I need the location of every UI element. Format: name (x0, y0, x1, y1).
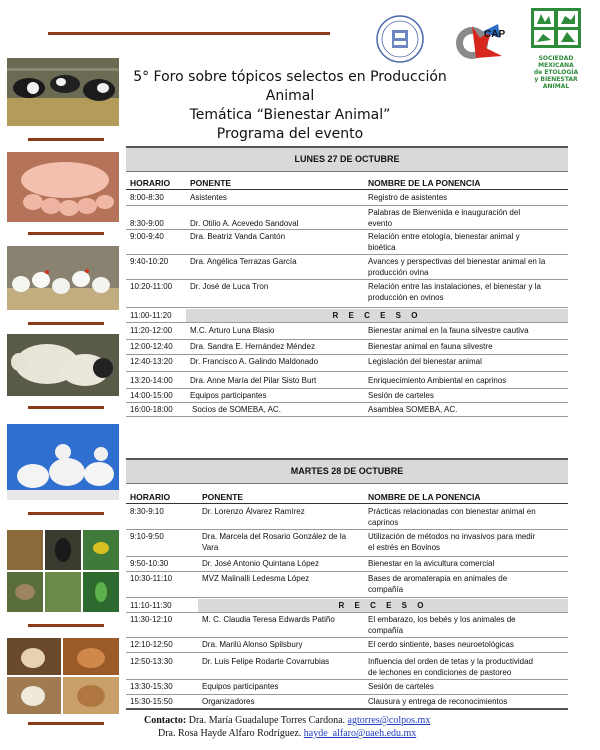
row-talk: producción ovina (368, 268, 429, 277)
row-speaker: Dr. Francisco A. Galindo Maldonado (190, 357, 319, 366)
row-talk: Bienestar animal en la fauna silvestre cautiva (368, 326, 529, 335)
contact-email-1[interactable]: agtorres@colpos.mx (347, 715, 431, 726)
column-header-time: HORARIO (130, 178, 171, 188)
table-row (126, 531, 568, 557)
someba-text-line: ANIMAL (542, 83, 570, 90)
row-time: 9:10-9:50 (130, 532, 164, 541)
row-speaker: Dr. José Antonio Quintana López (202, 559, 319, 568)
goats-photo (7, 424, 119, 500)
row-talk: Prácticas relacionadas con bienestar animal en (368, 507, 536, 516)
left-divider-bar (28, 232, 104, 235)
contact-label: Contacto (144, 715, 183, 726)
contact-name-1: Dra. María Guadalupe Torres Cardona. (188, 715, 346, 726)
event-title (120, 68, 460, 144)
row-time: 8:30-9:00 (130, 219, 164, 228)
title-line-2: Temática “Bienestar Animal” (189, 107, 391, 123)
title-line-3: Programa del evento (216, 126, 364, 142)
chickens-photo (7, 246, 119, 310)
table-row (126, 256, 568, 280)
row-talk: Utilización de métodos no invasivos para medir (368, 532, 536, 541)
row-speaker: Vara (202, 543, 219, 552)
row-talk: Bienestar animal en fauna silvestre (368, 342, 493, 351)
row-talk: Clausura y entrega de reconocimientos (368, 697, 508, 706)
row-speaker: Dra. Marcela del Rosario González de la (202, 532, 347, 541)
someba-text-line: SOCIEDAD (538, 55, 574, 62)
row-speaker: M. C. Claudia Teresa Edwards Patiño (202, 615, 335, 624)
left-divider-bar (28, 722, 104, 725)
sheep-photo (7, 334, 119, 396)
university-seal-logo (372, 14, 428, 64)
row-talk: compañía (368, 626, 404, 635)
row-talk: caprinos (368, 518, 399, 527)
someba-text-line: de ETOLOGÍA (533, 69, 579, 76)
row-speaker: M.C. Arturo Luna Blasio (190, 326, 275, 335)
someba-logo (528, 8, 584, 96)
table-row (126, 506, 568, 530)
row-speaker: Dra. Sandra E. Hernández Méndez (190, 342, 315, 351)
row-talk: producción en ovinos (368, 293, 444, 302)
row-speaker: Dr. José de Luca Tron (190, 282, 269, 291)
day2-header: MARTES 28 DE OCTUBRE (126, 458, 568, 484)
cap-logo-text: CAP (484, 29, 506, 40)
title-line-1: 5° Foro sobre tópicos selectos en Producción Animal (133, 69, 447, 104)
row-talk: bioética (368, 243, 396, 252)
row-talk: el estrés en Bovinos (368, 543, 441, 552)
row-time: 11:20-12:00 (130, 326, 173, 335)
contact-colon: : (182, 715, 189, 726)
row-talk: El embarazo, los bebés y los animales de (368, 615, 516, 624)
row-time: 8:30-9:10 (130, 507, 164, 516)
someba-text-line: MEXICANA (538, 62, 574, 69)
cows-photo (7, 58, 119, 126)
row-speaker: Dra. Angélica Terrazas García (190, 257, 297, 266)
row-talk: Relación entre etología, bienestar animal y (368, 232, 520, 241)
row-time: 13:20-14:00 (130, 376, 173, 385)
row-time: 11:30-12:10 (130, 615, 173, 624)
row-time: 11:10-11:30 (130, 601, 172, 610)
column-header-talk: NOMBRE DE LA PONENCIA (368, 492, 481, 502)
row-talk: Palabras de Bienvenida e inauguración del (368, 208, 521, 217)
row-speaker: MVZ Malinalli Ledesma López (202, 574, 310, 583)
row-talk: Registro de asistentes (368, 193, 448, 202)
break-row (126, 309, 568, 323)
column-header-row (126, 176, 568, 190)
row-time: 16:00-18:00 (130, 405, 173, 414)
row-time: 12:00-12:40 (130, 342, 173, 351)
row-time: 9:40-10:20 (130, 257, 169, 266)
left-divider-bar (28, 322, 104, 325)
row-time: 12:50-13:30 (130, 657, 173, 666)
row-talk: Sesión de carteles (368, 682, 434, 691)
someba-text-line: y BIENESTAR (534, 76, 578, 83)
row-talk: Bases de aromaterapia en animales de (368, 574, 508, 583)
table-row (126, 390, 568, 403)
break-label: R E C E S O (198, 599, 568, 612)
cap-logo (452, 18, 506, 64)
contact-block (130, 714, 570, 740)
row-speaker: Organizadores (202, 697, 255, 706)
table-row (126, 341, 568, 355)
row-talk: Sesión de carteles (368, 391, 434, 400)
column-header-time: HORARIO (130, 492, 171, 502)
contact-email-2[interactable]: hayde_alfaro@uaeh.edu.mx (303, 728, 417, 739)
row-speaker: Dra. Anne María del Pilar Sisto Burt (190, 376, 317, 385)
pigs-photo (7, 152, 119, 222)
row-speaker: Dr. Otilio A. Acevedo Sandoval (190, 219, 299, 228)
row-speaker: Equipos participantes (190, 391, 267, 400)
column-header-speaker: PONENTE (202, 492, 244, 502)
someba-logo-mark (531, 8, 581, 48)
column-header-row (126, 490, 568, 504)
row-talk: compañía (368, 585, 404, 594)
row-time: 12:10-12:50 (130, 640, 173, 649)
row-talk: Influencia del orden de tetas y la productividad (368, 657, 533, 666)
row-talk: Asamblea SOMEBA, AC. (368, 405, 458, 414)
row-speaker: Dr. Luis Felipe Rodarte Covarrubias (202, 657, 330, 666)
row-speaker: Socios de SOMEBA, AC. (192, 405, 281, 414)
row-speaker: Dr. Lorenzo Álvarez Ramírez (202, 507, 305, 516)
table-row (126, 207, 568, 230)
table-row (126, 573, 568, 598)
row-talk: Enriquecimiento Ambiental en caprinos (368, 376, 507, 385)
row-time: 13:30-15:30 (130, 682, 173, 691)
table-row (126, 654, 568, 680)
break-label: R E C E S O (186, 309, 568, 322)
wildlife-collage-photo (7, 530, 119, 612)
row-time: 9:50-10:30 (130, 559, 169, 568)
top-divider-bar (48, 32, 330, 35)
column-header-speaker: PONENTE (190, 178, 232, 188)
left-divider-bar (28, 138, 104, 141)
row-speaker: Dra. Marilú Alonso Spilsbury (202, 640, 303, 649)
row-time: 14:00-15:00 (130, 391, 173, 400)
row-time: 15:30-15:50 (130, 697, 173, 706)
left-divider-bar (28, 406, 104, 409)
table-row (126, 696, 568, 710)
row-time: 10:30-11:10 (130, 574, 173, 583)
row-talk: Legislación del bienestar animal (368, 357, 482, 366)
table-row (126, 281, 568, 308)
row-time: 10:20-11:00 (130, 282, 173, 291)
contact-name-2: Dra. Rosa Hayde Alfaro Rodríguez. (158, 728, 302, 739)
row-time: 12:40-13:20 (130, 357, 173, 366)
table-row (126, 231, 568, 255)
row-talk: El cerdo sintiente, bases neuroetológicas (368, 640, 514, 649)
row-speaker: Asistentes (190, 193, 227, 202)
column-header-talk: NOMBRE DE LA PONENCIA (368, 178, 481, 188)
day1-header: LUNES 27 DE OCTUBRE (126, 146, 568, 172)
table-row (126, 614, 568, 638)
pets-collage-photo (7, 638, 119, 714)
row-talk: evento (368, 219, 393, 228)
break-row (126, 599, 568, 613)
row-talk: Bienestar en la avicultura comercial (368, 559, 495, 568)
row-time: 11:00-11:20 (130, 311, 172, 320)
row-speaker: Equipos participantes (202, 682, 279, 691)
table-row (126, 404, 568, 417)
row-talk: Avances y perspectivas del bienestar animal en la (368, 257, 546, 266)
row-talk: de lechones en condiciones de pastoreo (368, 668, 512, 677)
table-row (126, 639, 568, 653)
table-row (126, 192, 568, 206)
left-divider-bar (28, 512, 104, 515)
row-speaker: Dra. Beatriz Vanda Cantón (190, 232, 286, 241)
left-divider-bar (28, 624, 104, 627)
table-row (126, 373, 568, 389)
row-talk: Relación entre las instalaciones, el bienestar y la (368, 282, 541, 291)
table-row (126, 681, 568, 695)
table-row (126, 325, 568, 340)
table-row (126, 558, 568, 572)
row-time: 8:00-8:30 (130, 193, 164, 202)
table-row (126, 356, 568, 372)
row-time: 9:00-9:40 (130, 232, 164, 241)
